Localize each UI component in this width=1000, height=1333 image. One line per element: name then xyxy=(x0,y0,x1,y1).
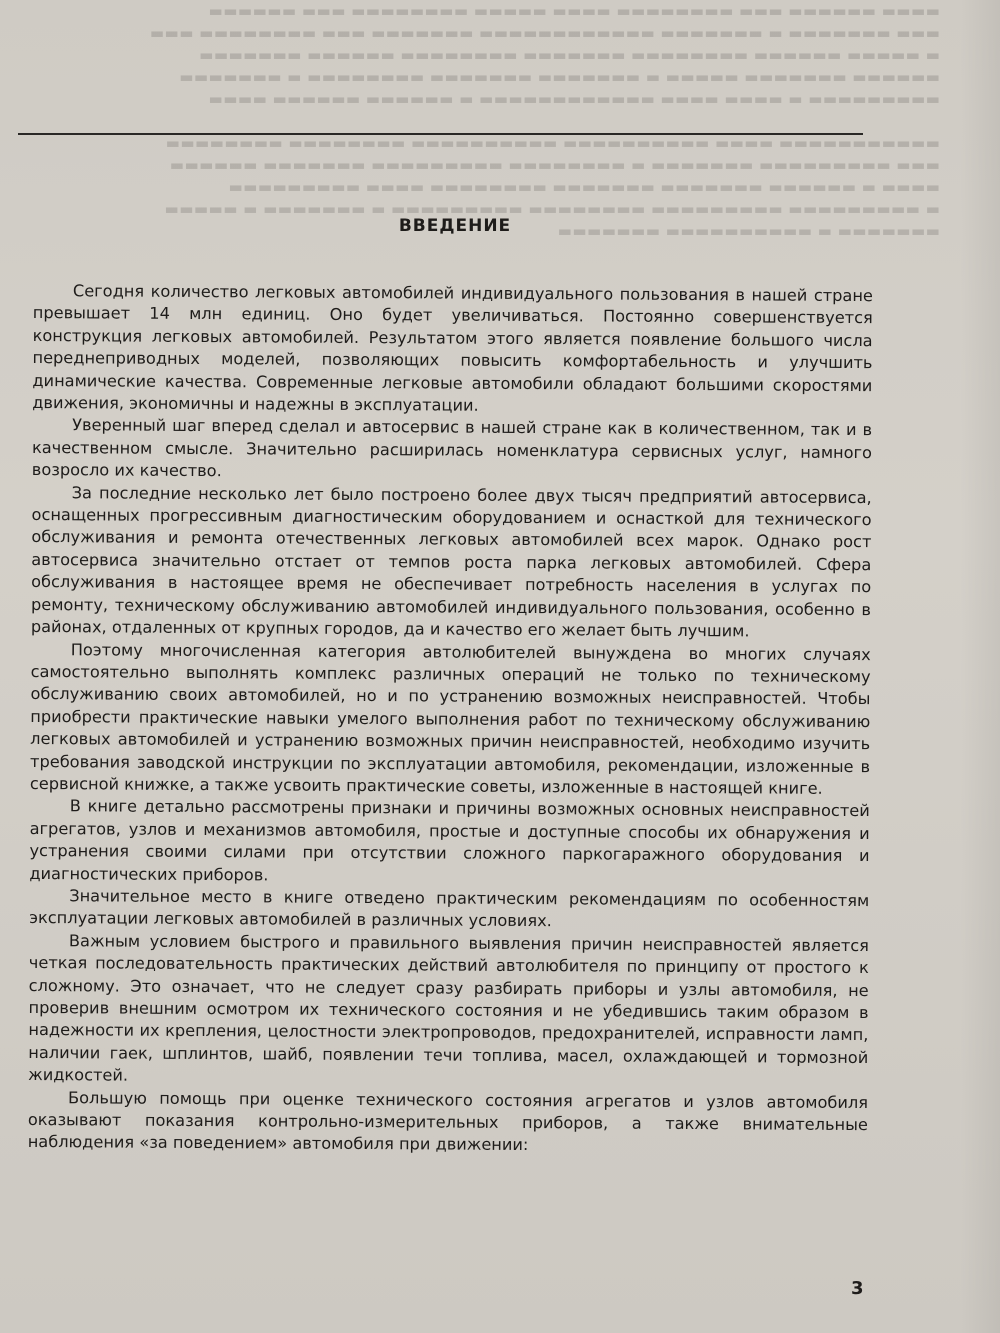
top-divider-line xyxy=(18,133,863,135)
paragraph: За последние несколько лет было построено более двух тысяч предприятий автосервиса, оснащенных прогрессивным диагностическим оборудованием и оснасткой для технического обслуживания и ремонта отечественных легковых автомобилей всех марок. Однако рост автосервиса значительно отстает от темпов роста парка легковых автомобилей. Сфера обслуживания в настоящее время не обеспечивает потребность населения в услугах по ремонту, техническому обслуживанию автомобилей индивидуального пользования, особенно в районах, отдаленных от крупных городов, да и качество его желает быть лучшим. xyxy=(30,482,872,641)
paragraph: В книге детально рассмотрены признаки и причины возможных основных неисправностей агрегатов, узлов и механизмов автомобиля, простые и доступные способы их обнаружения и устранения своими силами при отсутствии сложного паркогаражного оборудования и диагностических приборов. xyxy=(29,796,870,885)
paragraph: Сегодня количество легковых автомобилей индивидуального пользования в нашей стране превышает 14 млн единиц. Оно будет увеличиваться. Постоянно совершенствуется конструкция легковых автомобилей. Результатом этого является появление большого числа переднеприводных моделей, позволяющих повысить комфортабельность и улучшить динамические качества. Современные легковые автомобили обладают большими скоростями движения, экономичны и надежны в эксплуатации. xyxy=(32,281,873,415)
paragraph: Уверенный шаг вперед сделал и автосервис в нашей стране как в количественном, так и в качественном смысле. Значительно расширилась номенклатура сервисных услуг, намного возросло их качество. xyxy=(31,415,873,481)
paragraph: Важным условием быстрого и правильного выявления причин неисправностей является четкая последовательность практических действий автолюбителя по принципу от простого к сложному. Это означает, что не следует сразу разбирать приборы и узлы автомобиля, не проверив внешним осмотром их технического состояния и не убедившись таким образом в надежности их крепления, целостности электропроводов, предохранителей, исправности ламп, наличии гаек, шплинтов, шайб, появлении течи топлива, масел, охлаждающей и тормозной жидкостей. xyxy=(28,931,870,1085)
page-edge-shadow xyxy=(960,0,1000,1333)
page-number: 3 xyxy=(851,1278,864,1299)
paragraph: Большую помощь при оценке технического состояния агрегатов и узлов автомобиля оказывают показания контрольно-измерительных приборов, а также внимательные наблюдения «за поведением» автомобиля при движении: xyxy=(27,1087,869,1155)
show-through-text: ▬▬▬▬ ▬▬▬▬▬▬ ▬▬▬ ▬▬▬▬▬▬▬▬ ▬▬▬▬ ▬▬▬▬▬ ▬▬▬▬▬▬▬▬ ▬▬▬ ▬▬▬▬▬▬ ▬▬▬ ▬▬▬▬▬▬▬ ▬ ▬▬▬▬▬▬▬ ▬▬▬▬▬▬▬▬▬▬▬▬ ▬▬▬▬▬▬▬ ▬▬▬ ▬▬▬▬▬▬▬▬ ▬▬▬ ▬ ▬▬▬▬▬ ▬▬▬▬▬▬ ▬▬▬▬▬▬▬▬ ▬▬▬▬▬▬▬ ▬▬▬▬▬▬▬▬ ▬▬▬▬▬▬ ▬▬▬▬▬▬▬ ▬▬▬▬▬▬ ▬▬▬▬▬▬▬ ▬▬▬▬▬ ▬ ▬▬▬▬▬▬▬ ▬▬▬▬▬▬▬ ▬▬▬▬▬▬▬▬ ▬ ▬▬▬▬▬▬▬ ▬▬▬▬▬▬▬▬▬ ▬ ▬▬▬▬ ▬▬▬▬ ▬▬▬▬▬▬▬▬▬▬▬▬ ▬ ▬▬▬▬▬▬ ▬▬▬▬▬▬ ▬▬▬▬ ▬▬▬▬▬▬▬▬▬▬▬ ▬▬▬▬ ▬▬▬▬▬▬▬▬▬▬ ▬▬▬▬▬▬▬▬▬▬ ▬▬▬▬▬▬▬▬ ▬▬▬▬▬▬▬▬ ▬▬▬ ▬▬▬▬▬▬▬▬▬ ▬▬▬▬▬▬▬ ▬ ▬▬▬▬▬▬▬▬ ▬▬▬▬▬▬▬▬▬ ▬▬▬▬▬▬▬ ▬▬▬▬▬▬ ▬▬▬▬ ▬ ▬▬▬▬▬▬ ▬▬▬▬▬▬▬ ▬▬▬▬▬▬▬ ▬▬▬▬▬▬▬▬ ▬▬▬▬ ▬▬▬▬▬▬▬▬▬ ▬ ▬▬▬▬▬▬▬▬▬ ▬▬▬▬▬▬▬▬▬ ▬▬▬▬▬▬▬▬ ▬▬▬▬▬▬▬▬▬ ▬ ▬▬▬▬▬▬▬ ▬ ▬▬▬▬▬ ▬▬▬▬▬▬▬ ▬ ▬▬▬▬▬▬▬▬▬▬ ▬▬▬▬▬▬▬ xyxy=(149,2,940,240)
paragraph: Поэтому многочисленная категория автолюбителей вынуждена во многих случаях самостоятельно выполнять комплекс различных операций не только по техническому обслуживанию своих автомобилей, но и по устранению возможных неисправностей. Чтобы приобрести практические навыки умелого выполнения работ по техническому обслуживанию легковых автомобилей и устранению возможных причин неисправностей, необходимо изучить требования заводской инструкции по эксплуатации автомобиля, рекомендации, изложенные в сервисной книжке, а также усвоить практические советы, изложенные в настоящей книге. xyxy=(29,639,871,798)
chapter-title: ВВЕДЕНИЕ xyxy=(398,216,512,237)
paragraph: Значительное место в книге отведено практическим рекомендациям по особенностям эксплуатации легковых автомобилей в различных условиях. xyxy=(29,886,870,931)
chapter-body xyxy=(28,280,873,1159)
